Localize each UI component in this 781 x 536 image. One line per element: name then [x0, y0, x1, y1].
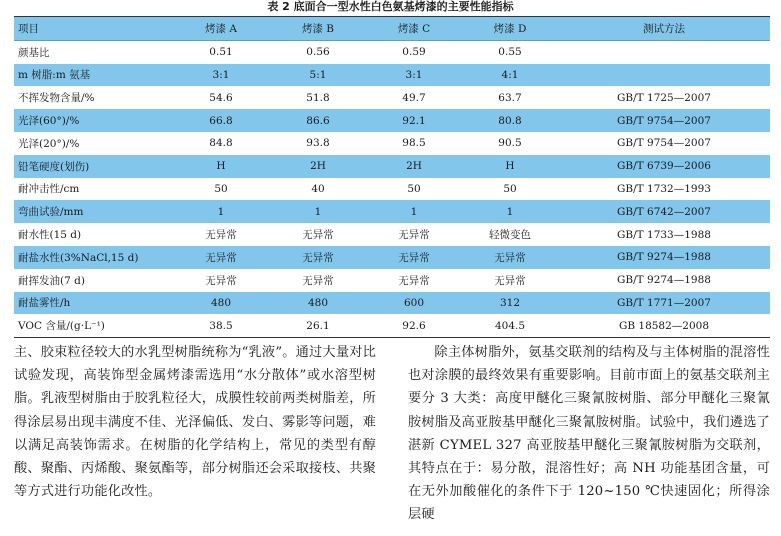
value-cell: 38.5 [172, 314, 270, 337]
value-cell: 80.8 [462, 109, 558, 132]
value-cell: 26.1 [270, 314, 366, 337]
table-row [14, 314, 770, 337]
value-cell: 无异常 [172, 246, 270, 269]
value-cell: 2H [270, 155, 366, 178]
value-cell: 600 [366, 292, 462, 315]
value-cell: 50 [214, 182, 228, 195]
table-row [14, 155, 770, 178]
row-label: 弯曲试验/mm [14, 200, 172, 223]
body-text [14, 341, 770, 536]
row-label: 耐冲击性/cm [18, 183, 80, 196]
test-method-cell: GB/T 1771—2007 [558, 292, 770, 315]
value-cell: 84.8 [209, 137, 233, 150]
value-cell: 480 [172, 292, 270, 315]
row-label: 光泽(60°)/% [14, 109, 172, 132]
value-cell: 无异常 [302, 274, 334, 287]
value-cell: 0.51 [209, 46, 233, 59]
left-paragraph: 主、胶束粒径较大的水乳型树脂统称为“乳液”。通过大量对比试验发现，高装饰型金属烤漆需选用“水分散体”或水溶型树脂。乳液型树脂由于胶乳粒径大，成膜性较前两类树脂差，所得涂层易出现丰满度不佳、光泽偏低、发白、雾影等问题，难以满足高装饰需求。在树脂的化学结构上，常见的类型有醇酸、聚酯、丙烯酸、聚氨酯等，部分树脂还会采取接枝、共聚等方式进行功能化改性。 [14, 345, 376, 500]
table-row [14, 200, 770, 223]
table-row [14, 109, 770, 132]
value-cell: 49.7 [402, 91, 426, 104]
row-label: m 树脂:m 氨基 [14, 64, 172, 87]
table-row [14, 223, 770, 246]
row-label: 耐水性(15 d) [18, 229, 82, 242]
test-method-cell: GB 18582—2008 [558, 314, 770, 337]
right-column [408, 341, 770, 527]
row-label: VOC 含量/(g·L⁻¹) [14, 314, 172, 337]
performance-table [14, 16, 770, 338]
table-body [14, 40, 770, 337]
value-cell: 312 [462, 292, 558, 315]
row-label: 耐挥发油(7 d) [18, 274, 85, 287]
value-cell: 轻微变色 [489, 229, 531, 242]
value-cell: 50 [503, 182, 517, 195]
test-method-cell: GB/T 9754—2007 [558, 109, 770, 132]
value-cell: 90.5 [498, 137, 522, 150]
value-cell: 无异常 [494, 274, 526, 287]
value-cell: 1 [270, 200, 366, 223]
table-row [14, 178, 770, 201]
value-cell: 92.1 [366, 109, 462, 132]
table-row [14, 246, 770, 269]
value-cell: 5:1 [270, 64, 366, 87]
table-caption: 表 2 底面合一型水性白色氨基烤漆的主要性能指标 [267, 0, 514, 13]
value-cell: 0.56 [306, 46, 330, 59]
test-method-cell: GB/T 9274—1988 [617, 274, 711, 287]
test-method-cell: GB/T 1733—1988 [617, 228, 711, 241]
value-cell: 3:1 [172, 64, 270, 87]
value-cell: 98.5 [402, 137, 426, 150]
column-header: 项目 [14, 17, 172, 41]
value-cell: 无异常 [462, 246, 558, 269]
value-cell: 50 [407, 182, 421, 195]
row-label: 光泽(20°)/% [18, 137, 80, 150]
value-cell: 51.8 [306, 91, 330, 104]
value-cell: 0.59 [402, 46, 426, 59]
value-cell: 1 [172, 200, 270, 223]
value-cell: 无异常 [398, 229, 430, 242]
value-cell: H [462, 155, 558, 178]
value-cell: 无异常 [398, 274, 430, 287]
value-cell: 0.55 [498, 46, 522, 59]
value-cell: 404.5 [462, 314, 558, 337]
table-row [14, 269, 770, 292]
value-cell: 无异常 [205, 229, 237, 242]
test-method-cell: GB/T 1725—2007 [617, 91, 711, 104]
row-label: 铅笔硬度(划伤) [14, 155, 172, 178]
test-method-cell: GB/T 9754—2007 [617, 137, 711, 150]
test-method-cell: GB/T 9274—1988 [558, 246, 770, 269]
table-row [14, 292, 770, 315]
table-row [14, 132, 770, 155]
table-row [14, 86, 770, 109]
row-label: 不挥发物含量/% [18, 92, 95, 105]
test-method-cell [558, 40, 770, 63]
test-method-cell: GB/T 6742—2007 [558, 200, 770, 223]
row-label: 颜基比 [18, 46, 50, 59]
test-method-cell: GB/T 6739—2006 [558, 155, 770, 178]
column-header: 烤漆 B [270, 17, 366, 41]
row-label: 耐盐雾性/h [14, 292, 172, 315]
value-cell: 1 [462, 200, 558, 223]
value-cell: H [172, 155, 270, 178]
value-cell: 66.8 [172, 109, 270, 132]
left-column [14, 341, 376, 503]
value-cell: 480 [270, 292, 366, 315]
column-header: 烤漆 D [462, 17, 558, 41]
table-header-row [14, 17, 770, 41]
value-cell: 4:1 [462, 64, 558, 87]
table-row [14, 40, 770, 63]
row-label: 耐盐水性(3%NaCl,15 d) [14, 246, 172, 269]
value-cell: 93.8 [306, 137, 330, 150]
column-header: 烤漆 C [366, 17, 462, 41]
value-cell: 86.6 [270, 109, 366, 132]
value-cell: 无异常 [270, 246, 366, 269]
value-cell: 1 [366, 200, 462, 223]
test-method-cell [558, 64, 770, 87]
value-cell: 63.7 [498, 91, 522, 104]
table-row [14, 64, 770, 87]
value-cell: 无异常 [302, 229, 334, 242]
value-cell: 40 [311, 182, 325, 195]
value-cell: 3:1 [366, 64, 462, 87]
value-cell: 54.6 [209, 91, 233, 104]
column-header: 烤漆 A [172, 17, 270, 41]
value-cell: 无异常 [366, 246, 462, 269]
value-cell: 2H [366, 155, 462, 178]
right-paragraph: 除主体树脂外，氨基交联剂的结构及与主体树脂的混溶性也对涂膜的最终效果有重要影响。目前市面上的氨基交联剂主要分 3 大类：高度甲醚化三聚氰胺树脂、部分甲醚化三聚氰胺树脂及高亚胺基甲醚化三聚氰胺树脂。试验中，我们遴选了湛新 CYMEL 327 高亚胺基甲醚化三聚氰胺树脂为交联剂，其特点在于：易分散，混溶性好；高 NH 功能基团含量，可在无外加酸催化的条件下于 120~150 ℃快速固化；所得涂层硬 [408, 345, 770, 523]
value-cell: 92.6 [366, 314, 462, 337]
test-method-cell: GB/T 1732—1993 [617, 182, 711, 195]
value-cell: 无异常 [205, 274, 237, 287]
column-header: 测试方法 [558, 17, 770, 41]
